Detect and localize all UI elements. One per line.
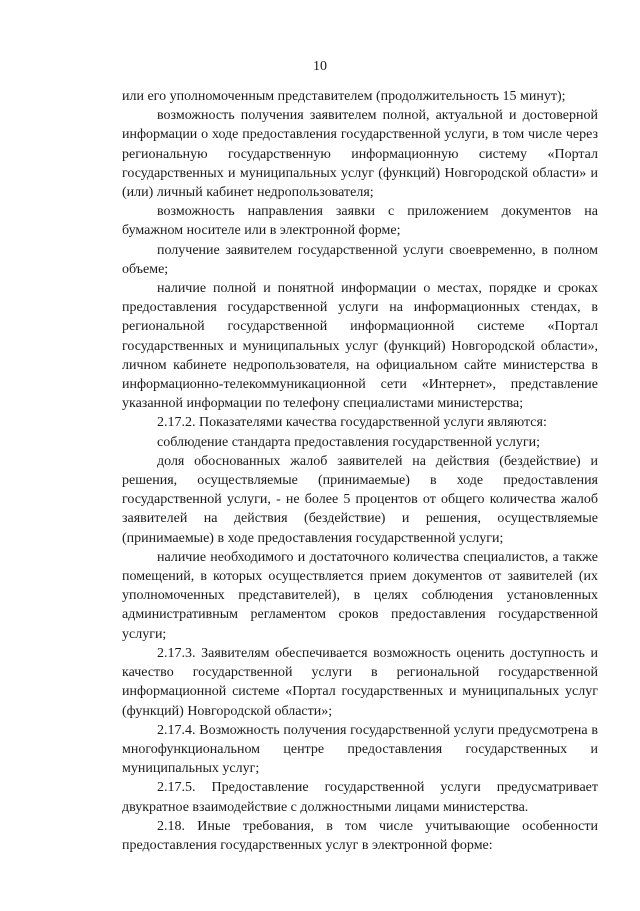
paragraph-1: или его уполномоченным представителем (продолжительность 15 минут); (122, 89, 566, 104)
paragraph-12: 2.17.5. Предоставление государственной услуги предусматривает двукратное взаимодействие с должностными лицами министерства. (122, 780, 598, 815)
paragraph-2: возможность получения заявителем полной, актуальной и достоверной информации о ходе предоставления государственной услуги, в том числе через региональную государственную информационную систему «Портал государственных и муниципальных услуг (функций) Новгородской области» и (или) личный кабинет недропользователя; (122, 108, 598, 201)
paragraph-8: доля обоснованных жалоб заявителей на действия (бездействие) и решения, осуществляемые (принимаемые) в ходе предоставления государственной услуги, - не более 5 процентов от общего количества жалоб заявителей на действия (бездействие) и решения, осуществляемые (принимаемые) в ходе предоставления государственной услуги; (122, 453, 598, 546)
document-body (122, 87, 598, 855)
paragraph-4: получение заявителем государственной услуги своевременно, в полном объеме; (122, 242, 598, 277)
paragraph-13: 2.18. Иные требования, в том числе учитывающие особенности предоставления государственных услуг в электронной форме: (122, 818, 598, 853)
paragraph-9: наличие необходимого и достаточного количества специалистов, а также помещений, в которых осуществляется прием документов от заявителей (их уполномоченных представителей), в целях соблюдения установленных административным регламентом сроков предоставления государственной услуги; (122, 549, 598, 642)
paragraph-10: 2.17.3. Заявителям обеспечивается возможность оценить доступность и качество государственной услуги в региональной государственной информационной системе «Портал государственных и муниципальных услуг (функций) Новгородской области»; (122, 645, 598, 719)
paragraph-11: 2.17.4. Возможность получения государственной услуги предусмотрена в многофункциональном центре предоставления государственных и муниципальных услуг; (122, 722, 598, 777)
paragraph-7: соблюдение стандарта предоставления государственной услуги; (157, 434, 540, 450)
page-number: 10 (313, 59, 327, 74)
paragraph-3: возможность направления заявки с приложением документов на бумажном носителе или в электронной форме; (122, 204, 598, 239)
paragraph-6: 2.17.2. Показателями качества государственной услуги являются: (157, 415, 547, 431)
paragraph-5: наличие полной и понятной информации о местах, порядке и сроках предоставления государственной услуги на информационных стендах, в региональной государственной информационной системе «Портал государственных и муниципальных услуг (функций) Новгородской области», личном кабинете недропользователя, на официальном сайте министерства в информационно-телекоммуникационной сети «Интернет», представление указанной информации по телефону специалистами министерства; (122, 281, 598, 412)
